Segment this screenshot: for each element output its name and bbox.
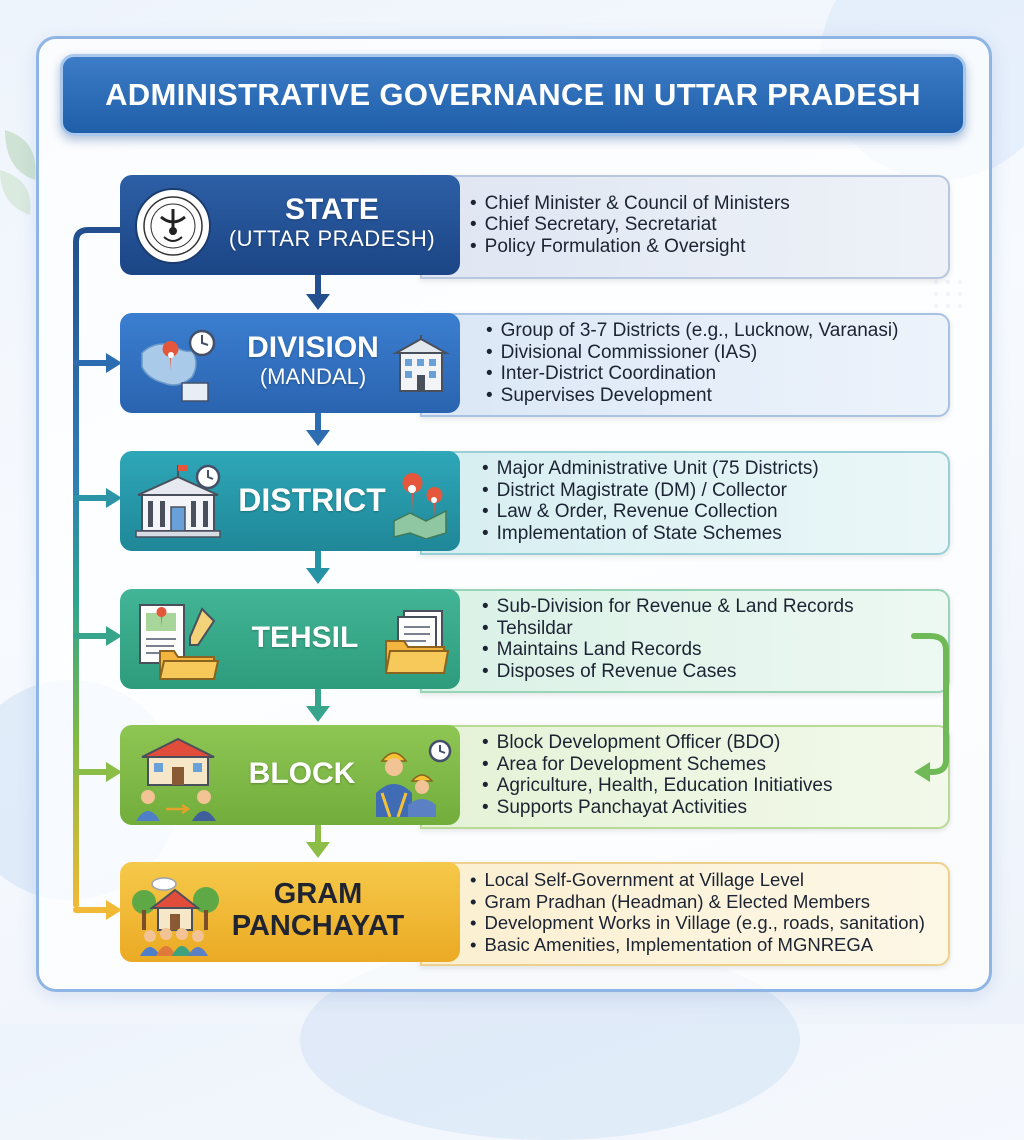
level-block <box>120 725 950 825</box>
list-item: • Supervises Development <box>486 385 898 407</box>
level-points <box>482 589 854 689</box>
level-subtitle: (MANDAL) <box>259 363 367 389</box>
level-tehsil <box>120 589 950 689</box>
level-title <box>212 193 452 251</box>
level-points <box>482 725 833 825</box>
state-emblem-icon <box>134 187 212 265</box>
land-records-icon <box>134 599 226 681</box>
level-gram-panchayat <box>120 862 950 962</box>
list-item: • Basic Amenities, Implementation of MGNREGA <box>470 934 925 956</box>
list-item: • Disposes of Revenue Cases <box>482 661 854 683</box>
level-points <box>482 451 819 551</box>
level-subtitle: (UTTAR PRADESH) <box>228 225 436 251</box>
list-item: • Area for Development Schemes <box>482 754 833 776</box>
list-item: • Law & Order, Revenue Collection <box>482 501 819 523</box>
list-item: • Tehsildar <box>482 618 854 640</box>
level-name: DISTRICT <box>238 482 386 518</box>
list-item: • Supports Panchayat Activities <box>482 797 833 819</box>
workers-icon <box>368 737 452 817</box>
level-subtitle: PANCHAYAT <box>231 910 405 943</box>
list-item: • Maintains Land Records <box>482 639 854 661</box>
level-name: DIVISION <box>247 331 379 364</box>
office-building-icon <box>392 335 450 397</box>
level-title <box>220 878 416 943</box>
list-item: • Group of 3-7 Districts (e.g., Lucknow, Varanasi) <box>486 320 898 342</box>
map-pin-icon <box>390 471 452 539</box>
list-item: • District Magistrate (DM) / Collector <box>482 480 819 502</box>
level-division <box>120 313 950 413</box>
level-points <box>470 862 925 962</box>
page-title: ADMINISTRATIVE GOVERNANCE IN UTTAR PRADESH <box>60 54 966 136</box>
village-icon <box>130 872 220 956</box>
level-title <box>230 757 374 791</box>
level-title <box>230 621 380 655</box>
list-item: • Divisional Commissioner (IAS) <box>486 342 898 364</box>
list-item: • Sub-Division for Revenue & Land Records <box>482 596 854 618</box>
level-points <box>486 313 898 413</box>
level-name: STATE <box>285 193 379 226</box>
list-item: • Agriculture, Health, Education Initiatives <box>482 775 833 797</box>
level-name: GRAM <box>273 878 363 910</box>
list-item: • Inter-District Coordination <box>486 363 898 385</box>
list-item: • Chief Secretary, Secretariat <box>470 214 790 236</box>
level-points <box>470 175 790 275</box>
school-people-icon <box>132 733 224 821</box>
list-item: • Major Administrative Unit (75 Districts) <box>482 458 819 480</box>
level-name: TEHSIL <box>251 621 359 654</box>
list-item: • Local Self-Government at Village Level <box>470 869 925 891</box>
level-title <box>230 483 394 519</box>
document-folder-icon <box>382 607 452 677</box>
level-name: BLOCK <box>248 757 356 790</box>
level-title <box>220 331 406 389</box>
list-item: • Block Development Officer (BDO) <box>482 732 833 754</box>
government-building-icon <box>132 463 224 541</box>
list-item: • Development Works in Village (e.g., roads, sanitation) <box>470 912 925 934</box>
map-clock-icon <box>134 323 224 407</box>
list-item: • Chief Minister & Council of Ministers <box>470 193 790 215</box>
list-item: • Policy Formulation & Oversight <box>470 236 790 258</box>
list-item: • Gram Pradhan (Headman) & Elected Members <box>470 891 925 913</box>
list-item: • Implementation of State Schemes <box>482 523 819 545</box>
